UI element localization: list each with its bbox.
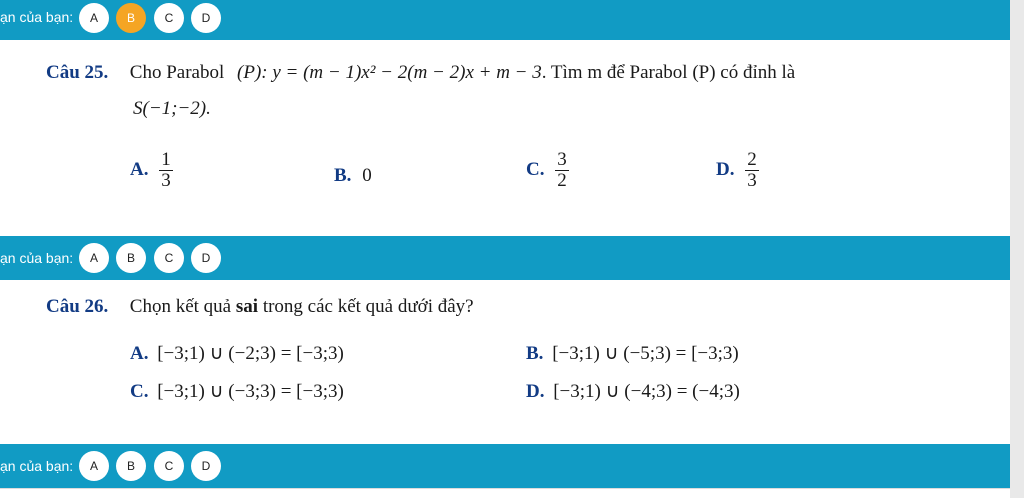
choice-label: C. [130, 381, 149, 402]
question-formula: (P): y = (m − 1)x² − 2(m − 2)x + m − 3 [237, 62, 542, 83]
choice-label: D. [526, 381, 545, 402]
choice-b [526, 342, 739, 365]
answer-bar-label: ạn của bạn: [0, 250, 74, 266]
option-d-button[interactable]: D [191, 243, 221, 273]
option-d-button[interactable]: D [191, 3, 221, 33]
answer-bar-1 [0, 0, 1010, 40]
option-c-button[interactable]: C [154, 451, 184, 481]
option-a-button[interactable]: A [79, 243, 109, 273]
option-c-button[interactable]: C [154, 243, 184, 273]
answer-bar-label: ạn của bạn: [0, 9, 74, 25]
numerator: 3 [557, 149, 567, 170]
choice-c [526, 150, 569, 191]
fraction [555, 150, 569, 191]
question-text: Cho Parabol [129, 62, 225, 83]
denominator: 3 [747, 170, 757, 191]
question-number: Câu 26. [46, 296, 109, 317]
option-d-button[interactable]: D [191, 451, 221, 481]
choice-label: B. [526, 343, 544, 364]
choice-value: 0 [362, 165, 372, 186]
choice-d [526, 380, 740, 403]
fraction [745, 150, 759, 191]
choice-d [716, 150, 759, 191]
choice-label: A. [130, 158, 149, 180]
answer-bar-label: ạn của bạn: [0, 458, 74, 474]
option-b-button-selected[interactable]: B [116, 3, 146, 33]
page-gutter [1010, 0, 1024, 498]
choice-label: B. [334, 165, 352, 186]
option-b-button[interactable]: B [116, 243, 146, 273]
choice-value: [−3;1) ∪ (−4;3) = (−4;3) [553, 381, 740, 402]
answer-bar-2 [0, 236, 1010, 280]
numerator: 2 [747, 149, 757, 170]
question-text-bold: sai [235, 296, 259, 317]
question-text-end: trong các kết quả dưới đây? [258, 296, 474, 317]
choice-label: D. [716, 158, 735, 180]
denominator: 3 [161, 170, 171, 191]
denominator: 2 [557, 170, 567, 191]
question-text-suffix: . Tìm m để Parabol (P) có đỉnh là [541, 62, 796, 83]
bottom-divider [0, 488, 1010, 489]
choice-label: C. [526, 158, 545, 180]
choice-label: A. [130, 343, 149, 364]
question-26-line-1 [46, 296, 474, 318]
option-b-button[interactable]: B [116, 451, 146, 481]
answer-bar-3 [0, 444, 1010, 488]
option-a-button[interactable]: A [79, 451, 109, 481]
question-25-line-1 [46, 62, 795, 84]
question-25-line-2: S(−1;−2). [133, 98, 211, 119]
question-text: Chọn kết quả [129, 296, 236, 317]
choice-a [130, 342, 344, 365]
option-c-button[interactable]: C [154, 3, 184, 33]
choice-a [130, 150, 173, 191]
choice-value: [−3;1) ∪ (−3;3) = [−3;3) [157, 381, 344, 402]
choice-value: [−3;1) ∪ (−5;3) = [−3;3) [552, 343, 739, 364]
fraction [159, 150, 173, 191]
choice-c [130, 380, 344, 403]
question-number: Câu 25. [46, 62, 109, 83]
choice-value: [−3;1) ∪ (−2;3) = [−3;3) [157, 343, 344, 364]
numerator: 1 [161, 149, 171, 170]
option-a-button[interactable]: A [79, 3, 109, 33]
choice-b [334, 165, 372, 187]
